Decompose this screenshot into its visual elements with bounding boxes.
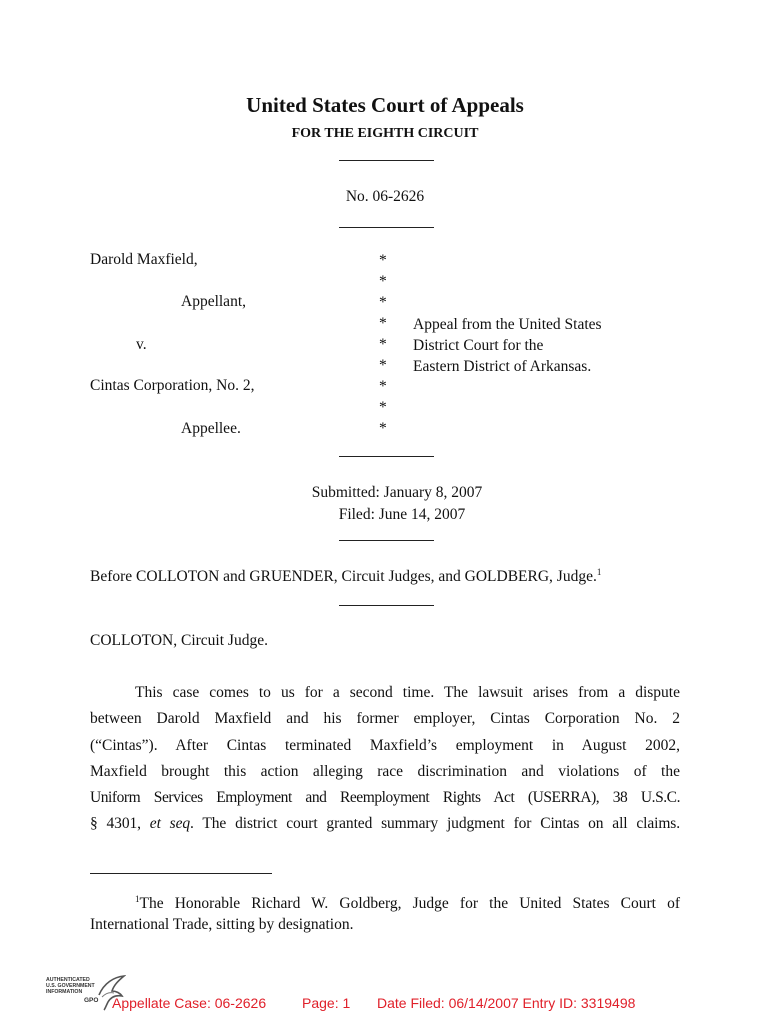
circuit-heading: FOR THE EIGHTH CIRCUIT	[291, 126, 479, 141]
caption-star: *	[379, 378, 387, 395]
divider	[339, 160, 434, 161]
divider	[339, 605, 434, 606]
caption-star: *	[379, 420, 387, 437]
gpo-logo-line: U.S. GOVERNMENT	[46, 983, 95, 989]
panel-text: Before COLLOTON and GRUENDER, Circuit Judges, and GOLDBERG, Judge.	[90, 568, 597, 586]
appeal-origin-line: District Court for the	[413, 337, 544, 354]
appellee-role: Appellee.	[181, 420, 241, 437]
appellant-name: Darold Maxfield,	[90, 251, 198, 268]
filed-date: Filed: June 14, 2007	[338, 506, 466, 523]
footnote-reference: 1	[596, 567, 602, 577]
paragraph-line: Uniform Services Employment and Reemployment Rights Act (USERRA), 38 U.S.C.	[90, 789, 680, 807]
stamp-page: Page: 1	[302, 995, 351, 1011]
appellee-name: Cintas Corporation, No. 2,	[90, 377, 255, 394]
section-ref: § 4301,	[90, 815, 150, 833]
divider	[339, 456, 434, 457]
submitted-date: Submitted: January 8, 2007	[311, 484, 483, 501]
et-seq: et seq	[149, 815, 191, 833]
paragraph-line: between Darold Maxfield and his former employer, Cintas Corporation No. 2	[90, 710, 680, 728]
divider	[339, 540, 434, 541]
footnote-mark: 1	[135, 894, 140, 904]
appeal-origin	[413, 314, 602, 377]
caption-star: *	[379, 336, 387, 353]
gpo-mark: GPO	[84, 997, 99, 1004]
gpo-logo-line: INFORMATION	[46, 989, 83, 995]
appeal-origin-line: Eastern District of Arkansas.	[413, 358, 592, 375]
case-number: No. 06-2626	[345, 188, 425, 205]
opinion-paragraph	[90, 680, 680, 838]
stamp-case: Appellate Case: 06-2626	[112, 995, 267, 1011]
caption-star: *	[379, 357, 387, 374]
footnote-divider	[90, 873, 272, 874]
stamp-date-filed: Date Filed: 06/14/2007 Entry ID: 3319498	[377, 995, 636, 1011]
footnote-line	[90, 889, 680, 914]
paragraph-tail: . The district court granted summary judgment for Cintas on all claims.	[190, 815, 681, 833]
paragraph-line: This case comes to us for a second time. The lawsuit arises from a dispute	[135, 684, 680, 701]
panel-line	[90, 567, 601, 586]
caption-star: *	[379, 399, 387, 416]
appellant-role: Appellant,	[181, 293, 246, 310]
caption-star: *	[379, 252, 387, 269]
footnote	[90, 889, 680, 935]
opinion-author: COLLOTON, Circuit Judge.	[90, 632, 268, 649]
court-title: United States Court of Appeals	[246, 93, 524, 117]
footnote-text: The Honorable Richard W. Goldberg, Judge for the United States Court of	[139, 895, 680, 913]
gpo-logo-text	[46, 977, 95, 995]
gpo-logo-line: AUTHENTICATED	[46, 977, 90, 983]
paragraph-line: Maxfield brought this action alleging race discrimination and violations of the	[90, 762, 680, 780]
divider	[339, 227, 434, 228]
paragraph-line	[90, 811, 680, 837]
caption-star: *	[379, 273, 387, 290]
paragraph-line: (“Cintas”). After Cintas terminated Maxfield’s employment in August 2002,	[90, 736, 680, 754]
caption-star: *	[379, 294, 387, 311]
appeal-origin-line: Appeal from the United States	[413, 316, 602, 333]
footnote-line: International Trade, sitting by designation.	[90, 916, 354, 934]
versus: v.	[136, 336, 147, 353]
caption-star: *	[379, 315, 387, 332]
